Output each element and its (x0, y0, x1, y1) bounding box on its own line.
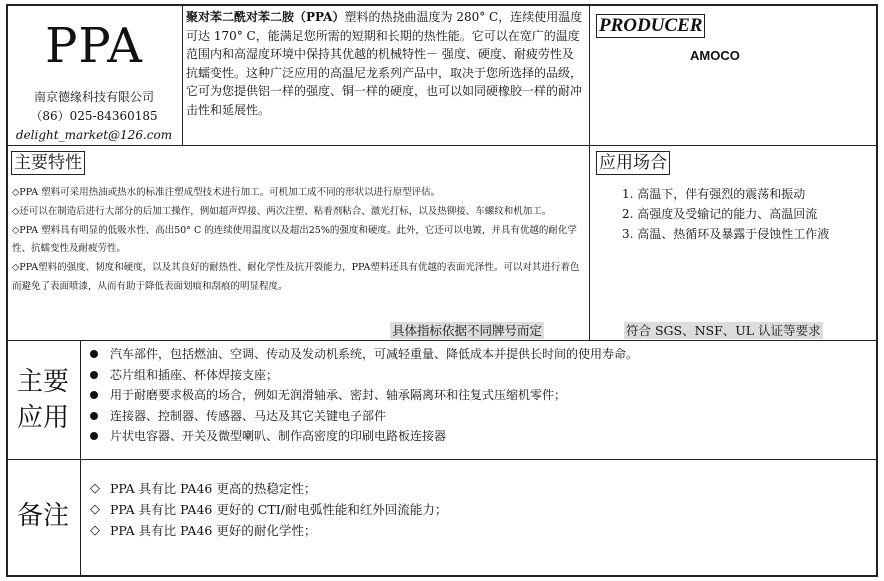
company-phone: （86）025-84360185 (30, 109, 158, 123)
diamond-icon: ◇ (90, 502, 100, 517)
product-description (186, 8, 584, 119)
list-item (88, 478, 447, 499)
remarks-list (88, 478, 447, 541)
divider-label-column (80, 340, 81, 577)
list-item (88, 344, 638, 365)
list-item (88, 499, 447, 520)
list-item (88, 406, 638, 427)
diamond-icon: ◇ (90, 481, 100, 496)
application-text: 连接器、控制器、传感器、马达及其它关键电子部件 (110, 408, 387, 423)
remark-text: PPA 具有比 PA46 更高的热稳定性； (110, 481, 317, 496)
remark-text: PPA 具有比 PA46 更好的 CTI/耐电弧性能和红外回流能力； (110, 502, 448, 517)
main-applications-list (88, 344, 638, 447)
features-footnote: 具体指标依据不同牌号而定 (392, 323, 543, 338)
main-applications-label-line2: 应用 (16, 403, 69, 433)
divider-logo (182, 4, 183, 145)
list-item (88, 365, 638, 386)
diamond-icon: ◇ (90, 523, 100, 538)
scene-heading: 应用场合 (596, 151, 670, 175)
list-item (88, 385, 638, 406)
list-item (88, 426, 638, 447)
feature-item: ◇还可以在制造后进行大部分的后加工操作，例如超声焊接、两次注塑、粘着剂粘合、激光打标，以及热铆接、车螺纹和机加工。 (12, 205, 552, 217)
main-applications-label-line1: 主要 (16, 367, 69, 397)
producer-label: PRODUCER (596, 14, 705, 38)
list-item (88, 520, 447, 541)
application-text: 芯片组和插座、杯体焊接支座； (110, 367, 279, 382)
bullet-icon (90, 371, 98, 379)
divider-applications (6, 459, 878, 460)
product-title: PPA (45, 18, 143, 74)
company-name: 南京德缘科技有限公司 (33, 90, 154, 104)
bullet-icon (90, 412, 98, 420)
application-text: 片状电容器、开关及微型喇叭、制作高密度的印刷电路板连接器 (110, 429, 447, 443)
feature-item: ◇PPA塑料的强度、韧度和硬度，以及其良好的耐热性、耐化学性及抗开裂能力，PPA塑料还具有优越的表面光泽性。可以对其进行着色而避免了表面喷漆，从而有助于降低表面划痕和刮痕的明显程度。 (12, 262, 580, 292)
scene-list (622, 184, 829, 244)
features-heading: 主要特性 (11, 151, 85, 175)
scene-footnote: 符合 SGS、NSF、UL 认证等要求 (626, 323, 821, 338)
description-body: 塑料的热挠曲温度为 280° C，连续使用温度可达 170° C，能满足您所需的短期和长期的热性能。它可以在宽广的温度范围内和高湿度环境中保持其优越的机械特性－ 强度、硬度、耐疲劳性及抗蠕变性。这种广泛应用的高温尼龙系列产品中，取决于您所选择的品级，它可为您提供铝一样的强度、铜一样的硬度，也可以如同硬橡胶一样的耐冲击性和延展性。 (186, 10, 583, 117)
description-lead: 聚对苯二酰对苯二胺（PPA） (186, 10, 345, 24)
application-text: 汽车部件，包括燃油、空调、传动及发动机系统，可减轻重量、降低成本并提供长时间的使用寿命。 (110, 347, 639, 361)
remarks-label: 备注 (16, 501, 69, 531)
divider-features (6, 340, 878, 341)
scene-item: 3. 高温、热循环及暴露于侵蚀性工作液 (622, 227, 830, 241)
remark-text: PPA 具有比 PA46 更好的耐化学性； (110, 523, 317, 538)
producer-name: AMOCO (690, 48, 740, 63)
main-applications-label (8, 364, 78, 436)
bullet-icon (90, 432, 98, 440)
company-email: delight_market@126.com (15, 128, 173, 142)
divider-header (6, 145, 878, 146)
application-text: 用于耐磨要求极高的场合，例如无润滑轴承、密封、轴承隔离环和往复式压缩机零件； (110, 388, 567, 402)
divider-producer (589, 4, 590, 340)
feature-item: ◇PPA 塑料具有明显的低吸水性、高出50° C 的连续使用温度以及超出25%的强度和硬度。此外，它还可以电镀，并具有优越的耐化学性、抗蠕变性及耐疲劳性。 (12, 224, 577, 255)
features-list (12, 184, 586, 297)
company-info (8, 88, 180, 145)
scene-item: 2. 高强度及受输记的能力、高温回流 (622, 207, 818, 221)
bullet-icon (90, 350, 98, 358)
feature-item: ◇PPA 塑料可采用热油或热水的标准注塑成型技术进行加工。可机加工成不同的形状以进行原型评估。 (12, 187, 441, 198)
bullet-icon (90, 391, 98, 399)
scene-item: 1. 高温下，伴有强烈的震荡和振动 (622, 187, 806, 201)
